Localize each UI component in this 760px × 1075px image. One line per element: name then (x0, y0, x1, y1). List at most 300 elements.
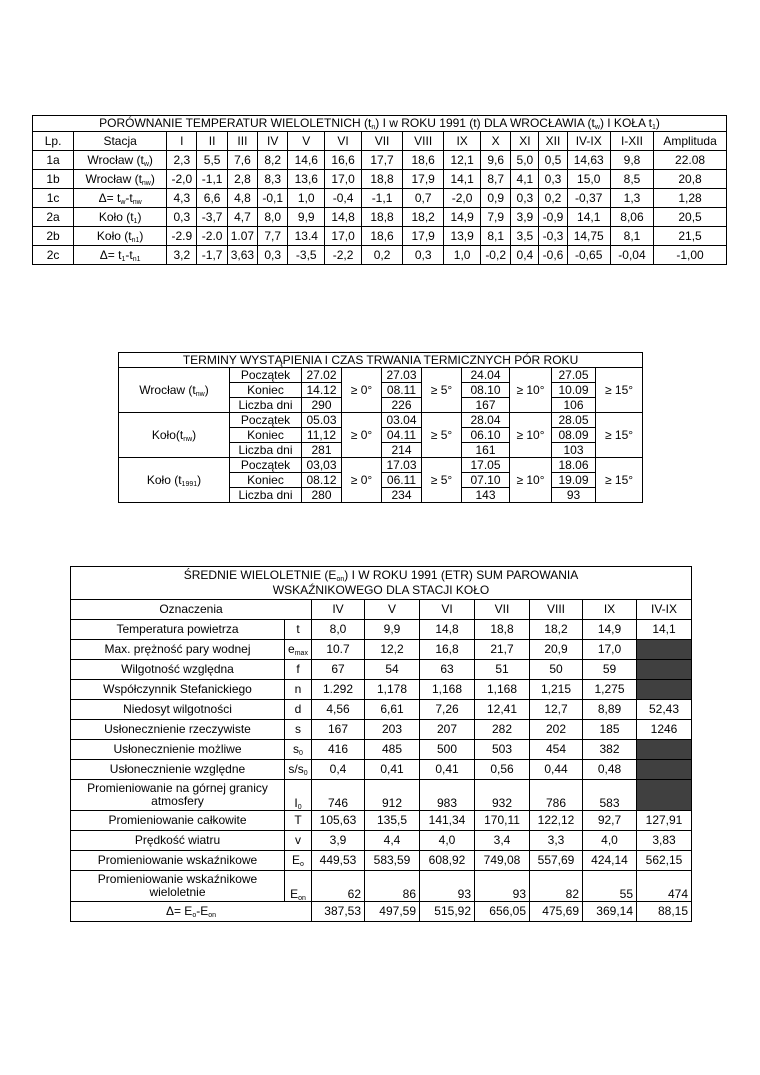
data-cell: 7,6 (227, 151, 257, 170)
data-cell: 7,7 (258, 227, 288, 246)
row-label: Wilgotność względna (71, 660, 285, 680)
data-cell: 1,215 (530, 680, 583, 700)
data-cell: 14,75 (567, 227, 610, 246)
date-cell: 234 (382, 488, 422, 503)
data-cell: 51 (475, 660, 530, 680)
data-cell: 12,1 (444, 151, 481, 170)
column-header: VII (475, 600, 530, 620)
data-cell: 5,5 (197, 151, 227, 170)
data-cell: 9,8 (610, 151, 653, 170)
data-cell: 0,41 (420, 760, 475, 780)
data-cell: 18,8 (475, 620, 530, 640)
date-cell: 24.04 (462, 368, 510, 383)
row-station: Koło $(t_1)$ (74, 208, 167, 227)
data-cell: 583,59 (365, 851, 420, 871)
data-cell: 497,59 (365, 902, 420, 922)
date-cell: 27.05 (552, 368, 596, 383)
data-cell: 0,9 (481, 189, 511, 208)
data-cell: 122,12 (530, 811, 583, 831)
data-cell: -0,4 (325, 189, 362, 208)
data-cell: 105,63 (312, 811, 365, 831)
station-name: $Koło(t_{nw})$ (119, 413, 230, 458)
data-cell: -0,37 (567, 189, 610, 208)
column-header: V (288, 132, 325, 151)
data-cell: 12,2 (365, 640, 420, 660)
data-cell: 18,2 (403, 208, 444, 227)
data-cell: 8,1 (610, 227, 653, 246)
subscript: 0 (303, 770, 308, 778)
data-cell: 786 (530, 780, 583, 811)
data-cell: 54 (365, 660, 420, 680)
table-row (33, 227, 727, 246)
threshold-label: ≥ 0° (342, 458, 382, 503)
threshold-label: ≥ 15° (596, 413, 643, 458)
data-cell: 18,2 (530, 620, 583, 640)
data-cell: 7,26 (420, 700, 475, 720)
subscript: nw (141, 179, 151, 187)
subscript: w (120, 198, 126, 206)
data-cell: 746 (312, 780, 365, 811)
data-cell: 141,34 (420, 811, 475, 831)
date-cell: 214 (382, 443, 422, 458)
data-cell (637, 680, 692, 700)
row-station: Wrocław $(t_w)$ (74, 151, 167, 170)
subscript: 1 (121, 255, 126, 263)
data-cell: -0,2 (481, 246, 511, 265)
data-cell: 3,4 (475, 831, 530, 851)
data-cell: -2.0 (197, 227, 227, 246)
row-symbol: T (285, 811, 312, 831)
data-cell: 557,69 (530, 851, 583, 871)
data-cell: 454 (530, 740, 583, 760)
data-cell: 1,178 (365, 680, 420, 700)
date-cell: 11,12 (302, 428, 342, 443)
column-header: Amplituda (654, 132, 727, 151)
data-cell: 17,9 (403, 170, 444, 189)
row-station: $\Delta= t_1-t_{n1}$ (74, 246, 167, 265)
row-lp: 1a (33, 151, 74, 170)
subscript: 1991 (181, 480, 198, 488)
date-cell: 93 (552, 488, 596, 503)
data-cell: 8,3 (258, 170, 288, 189)
date-cell: 07.10 (462, 473, 510, 488)
row-symbol: v (285, 831, 312, 851)
data-cell: 8,06 (610, 208, 653, 227)
date-cell: 27.02 (302, 368, 342, 383)
data-cell: 20,5 (654, 208, 727, 227)
data-cell: -0,1 (258, 189, 288, 208)
row-lp: 1b (33, 170, 74, 189)
date-cell: 290 (302, 398, 342, 413)
column-header: II (197, 132, 227, 151)
data-cell: 983 (420, 780, 475, 811)
table-row (33, 170, 727, 189)
column-header: IV-IX (637, 600, 692, 620)
data-cell: 14,6 (288, 151, 325, 170)
data-cell: 21,5 (654, 227, 727, 246)
row-label: Promieniowanie wskaźnikowe wieloletnie (71, 871, 285, 902)
threshold-label: ≥ 5° (422, 368, 462, 413)
threshold-label: ≥ 5° (422, 458, 462, 503)
data-cell: 9,9 (365, 620, 420, 640)
data-cell (637, 740, 692, 760)
data-cell: 1246 (637, 720, 692, 740)
data-cell: 0,3 (511, 189, 539, 208)
row-symbol: n (285, 680, 312, 700)
data-cell: 14,1 (444, 170, 481, 189)
column-header: VI (420, 600, 475, 620)
data-cell: -3,5 (288, 246, 325, 265)
data-cell: -2,2 (325, 246, 362, 265)
data-cell: 93 (475, 871, 530, 902)
data-cell: 1,168 (420, 680, 475, 700)
data-cell: 369,14 (583, 902, 637, 922)
subscript: n1 (132, 255, 141, 263)
data-cell: 4,0 (583, 831, 637, 851)
data-cell: 4,7 (227, 208, 257, 227)
table-header-row (71, 600, 692, 620)
data-cell: 0,44 (530, 760, 583, 780)
data-cell: -2.9 (167, 227, 197, 246)
data-cell: 12,7 (530, 700, 583, 720)
data-cell: 8,2 (258, 151, 288, 170)
table-title: TERMINY WYSTĄPIENIA I CZAS TRWANIA TERMICZNYCH PÓR ROKU (119, 353, 643, 368)
data-cell: 4,56 (312, 700, 365, 720)
data-cell: 20,8 (654, 170, 727, 189)
table-title: ŚREDNIE WIELOLETNIE $(E_{on})$ I W ROKU 1991 (ETR) SUM PAROWANIA WSKAŹNIKOWEGO DLA STACJI KOŁO (71, 567, 692, 600)
data-cell: 0,56 (475, 760, 530, 780)
table-row (119, 458, 643, 473)
data-cell: 86 (365, 871, 420, 902)
table-row (33, 246, 727, 265)
row-label: Niedosyt wilgotności (71, 700, 285, 720)
row-label: Promieniowanie wskaźnikowe (71, 851, 285, 871)
data-cell: 3,63 (227, 246, 257, 265)
data-cell: 8,89 (583, 700, 637, 720)
subscript: n1 (131, 236, 140, 244)
date-cell: 04.11 (382, 428, 422, 443)
table-row (33, 151, 727, 170)
data-cell: 0,3 (403, 246, 444, 265)
data-cell: 16,8 (420, 640, 475, 660)
row-symbol: $E_{on}$ (285, 871, 312, 902)
subscript: on (208, 912, 217, 920)
data-cell: 3,5 (511, 227, 539, 246)
data-cell: 0,4 (312, 760, 365, 780)
date-cell: 143 (462, 488, 510, 503)
data-cell: 18,6 (361, 227, 402, 246)
table-row (71, 700, 692, 720)
data-cell: -0,04 (610, 246, 653, 265)
data-cell: -2,0 (167, 170, 197, 189)
subscript: 0 (297, 804, 302, 811)
data-cell: 17,9 (403, 227, 444, 246)
table-row (71, 720, 692, 740)
data-cell: 3,9 (312, 831, 365, 851)
row-label: Współczynnik Stefanickiego (71, 680, 285, 700)
data-cell: 13,9 (444, 227, 481, 246)
data-cell: 0,3 (258, 246, 288, 265)
station-name: Koło $(t_{1991})$ (119, 458, 230, 503)
data-cell: 0,3 (167, 208, 197, 227)
table-row (71, 660, 692, 680)
data-cell: 14,9 (583, 620, 637, 640)
data-cell: 18,8 (361, 170, 402, 189)
table-row (71, 831, 692, 851)
data-cell: 449,53 (312, 851, 365, 871)
row-lp: 1c (33, 189, 74, 208)
data-cell: 0,5 (539, 151, 567, 170)
row-lp: 2a (33, 208, 74, 227)
data-cell: 3,83 (637, 831, 692, 851)
data-cell: 10.7 (312, 640, 365, 660)
data-cell: 6,61 (365, 700, 420, 720)
data-cell: -3,7 (197, 208, 227, 227)
date-cell: 05.03 (302, 413, 342, 428)
data-cell: 0,48 (583, 760, 637, 780)
data-cell: 282 (475, 720, 530, 740)
row-station: $\Delta= t_w-t_{nw}$ (74, 189, 167, 208)
column-header: VIII (530, 600, 583, 620)
row-label: Max. prężność pary wodnej (71, 640, 285, 660)
date-cell: 28.05 (552, 413, 596, 428)
table-row (71, 811, 692, 831)
data-cell: 14,9 (444, 208, 481, 227)
data-cell (637, 640, 692, 660)
table-title: PORÓWNANIE TEMPERATUR WIELOLETNICH $(t_n)$ I w ROKU 1991 (t) DLA WROCŁAWIA $(t_w)$ I KOŁA $t_1$) (33, 116, 727, 132)
data-cell: 55 (583, 871, 637, 902)
table-row (71, 780, 692, 811)
date-cell: 10.09 (552, 383, 596, 398)
row-label: Początek (230, 413, 302, 428)
subscript: o (300, 861, 304, 869)
date-cell: 226 (382, 398, 422, 413)
row-label: Koniec (230, 473, 302, 488)
data-cell: 93 (420, 871, 475, 902)
data-cell: 88,15 (637, 902, 692, 922)
column-header: VIII (403, 132, 444, 151)
data-cell: 16,6 (325, 151, 362, 170)
data-cell: 52,43 (637, 700, 692, 720)
column-header: IX (444, 132, 481, 151)
subscript: w (143, 160, 149, 168)
row-label: Liczba dni (230, 443, 302, 458)
data-cell: 18,8 (361, 208, 402, 227)
data-cell: 4,8 (227, 189, 257, 208)
date-cell: 08.09 (552, 428, 596, 443)
data-cell: -1,7 (197, 246, 227, 265)
row-label: Liczba dni (230, 398, 302, 413)
row-label: Promieniowanie na górnej granicy atmosfery (71, 780, 285, 811)
row-label: Liczba dni (230, 488, 302, 503)
subscript: 0 (299, 750, 303, 758)
table-row (71, 871, 692, 902)
data-cell: 515,92 (420, 902, 475, 922)
data-cell: 62 (312, 871, 365, 902)
data-cell (637, 780, 692, 811)
date-cell: 27.03 (382, 368, 422, 383)
subscript: o (192, 912, 197, 920)
data-cell: 4,3 (167, 189, 197, 208)
data-cell: 207 (420, 720, 475, 740)
data-cell: 8,0 (312, 620, 365, 640)
data-cell: 135,5 (365, 811, 420, 831)
data-cell: 12,41 (475, 700, 530, 720)
column-header: Oznaczenia (71, 600, 312, 620)
data-cell: 17,0 (583, 640, 637, 660)
data-cell: 13.4 (288, 227, 325, 246)
data-cell: 3,3 (530, 831, 583, 851)
data-cell: 63 (420, 660, 475, 680)
column-header: VII (361, 132, 402, 151)
data-cell: -1,00 (654, 246, 727, 265)
date-cell: 17.05 (462, 458, 510, 473)
table-row (71, 760, 692, 780)
data-cell: 8,1 (481, 227, 511, 246)
data-cell: 382 (583, 740, 637, 760)
data-cell: 4,1 (511, 170, 539, 189)
row-symbol: t (285, 620, 312, 640)
data-cell: 13,6 (288, 170, 325, 189)
data-cell: 1,0 (444, 246, 481, 265)
table-row (71, 680, 692, 700)
row-symbol: $s_0$ (285, 740, 312, 760)
data-cell: 17,0 (325, 170, 362, 189)
row-label: Koniec (230, 428, 302, 443)
row-symbol: d (285, 700, 312, 720)
row-label: Usłonecznienie rzeczywiste (71, 720, 285, 740)
data-cell: 0,3 (539, 170, 567, 189)
data-cell: 9,6 (481, 151, 511, 170)
data-cell: 0,4 (511, 246, 539, 265)
table-row (71, 851, 692, 871)
row-label: Prędkość wiatru (71, 831, 285, 851)
table-row (71, 902, 692, 922)
row-lp: 2b (33, 227, 74, 246)
data-cell: 22.08 (654, 151, 727, 170)
data-cell: 562,15 (637, 851, 692, 871)
data-cell: 14,8 (420, 620, 475, 640)
data-cell: 18,6 (403, 151, 444, 170)
row-station: Koło $(t_{n1})$ (74, 227, 167, 246)
data-cell: 14,1 (637, 620, 692, 640)
date-cell: 08.11 (382, 383, 422, 398)
data-cell: 8,5 (610, 170, 653, 189)
column-header: IX (583, 600, 637, 620)
data-cell: -0,65 (567, 246, 610, 265)
subscript: nw (195, 390, 205, 398)
date-cell: 06.11 (382, 473, 422, 488)
data-cell: 1,168 (475, 680, 530, 700)
data-cell: 167 (312, 720, 365, 740)
data-cell: -2,0 (444, 189, 481, 208)
data-cell: 92,7 (583, 811, 637, 831)
subscript: nw (132, 198, 142, 206)
data-cell: 202 (530, 720, 583, 740)
data-cell (637, 660, 692, 680)
threshold-label: ≥ 15° (596, 368, 643, 413)
column-header: III (227, 132, 257, 151)
data-cell: 416 (312, 740, 365, 760)
table-row (119, 413, 643, 428)
table-header-row (33, 132, 727, 151)
threshold-label: ≥ 0° (342, 368, 382, 413)
data-cell: 21,7 (475, 640, 530, 660)
data-cell: 2,3 (167, 151, 197, 170)
row-label: Usłonecznienie względne (71, 760, 285, 780)
table-row (71, 620, 692, 640)
subscript: on (298, 895, 306, 902)
data-cell: 4,4 (365, 831, 420, 851)
data-cell: 656,05 (475, 902, 530, 922)
column-header: IV (312, 600, 365, 620)
data-cell: 9,9 (288, 208, 325, 227)
row-label: Koniec (230, 383, 302, 398)
date-cell: 167 (462, 398, 510, 413)
date-cell: 18.06 (552, 458, 596, 473)
table-row (71, 640, 692, 660)
column-header: X (481, 132, 511, 151)
data-cell: 583 (583, 780, 637, 811)
date-cell: 19.09 (552, 473, 596, 488)
thermal-seasons-table (118, 352, 643, 503)
date-cell: 103 (552, 443, 596, 458)
data-cell: 8,0 (258, 208, 288, 227)
data-cell: 59 (583, 660, 637, 680)
table-row (71, 740, 692, 760)
column-header: I (167, 132, 197, 151)
data-cell: 20,9 (530, 640, 583, 660)
date-cell: 08.12 (302, 473, 342, 488)
data-cell: 5,0 (511, 151, 539, 170)
data-cell (637, 760, 692, 780)
column-header: Lp. (33, 132, 74, 151)
row-label: Usłonecznienie możliwe (71, 740, 285, 760)
data-cell: -0,3 (539, 227, 567, 246)
threshold-label: ≥ 10° (510, 458, 552, 503)
data-cell: 932 (475, 780, 530, 811)
threshold-label: ≥ 10° (510, 413, 552, 458)
data-cell: 14,63 (567, 151, 610, 170)
evaporation-table (70, 566, 692, 922)
data-cell: 608,92 (420, 851, 475, 871)
column-header: Stacja (74, 132, 167, 151)
data-cell: 8,7 (481, 170, 511, 189)
data-cell: 67 (312, 660, 365, 680)
data-cell: 503 (475, 740, 530, 760)
data-cell: 4,0 (420, 831, 475, 851)
date-cell: 281 (302, 443, 342, 458)
temperature-comparison-table (32, 115, 727, 265)
date-cell: 280 (302, 488, 342, 503)
data-cell: 82 (530, 871, 583, 902)
column-header: IV (258, 132, 288, 151)
row-symbol: $E_o$ (285, 851, 312, 871)
threshold-label: ≥ 0° (342, 413, 382, 458)
data-cell: 1,0 (288, 189, 325, 208)
column-header: VI (325, 132, 362, 151)
date-cell: 28.04 (462, 413, 510, 428)
data-cell: 1,28 (654, 189, 727, 208)
data-cell: 127,91 (637, 811, 692, 831)
data-cell: 749,08 (475, 851, 530, 871)
date-cell: 161 (462, 443, 510, 458)
date-cell: 17.03 (382, 458, 422, 473)
data-cell: 0,2 (361, 246, 402, 265)
data-cell: 0,41 (365, 760, 420, 780)
data-cell: 1.292 (312, 680, 365, 700)
column-header: V (365, 600, 420, 620)
